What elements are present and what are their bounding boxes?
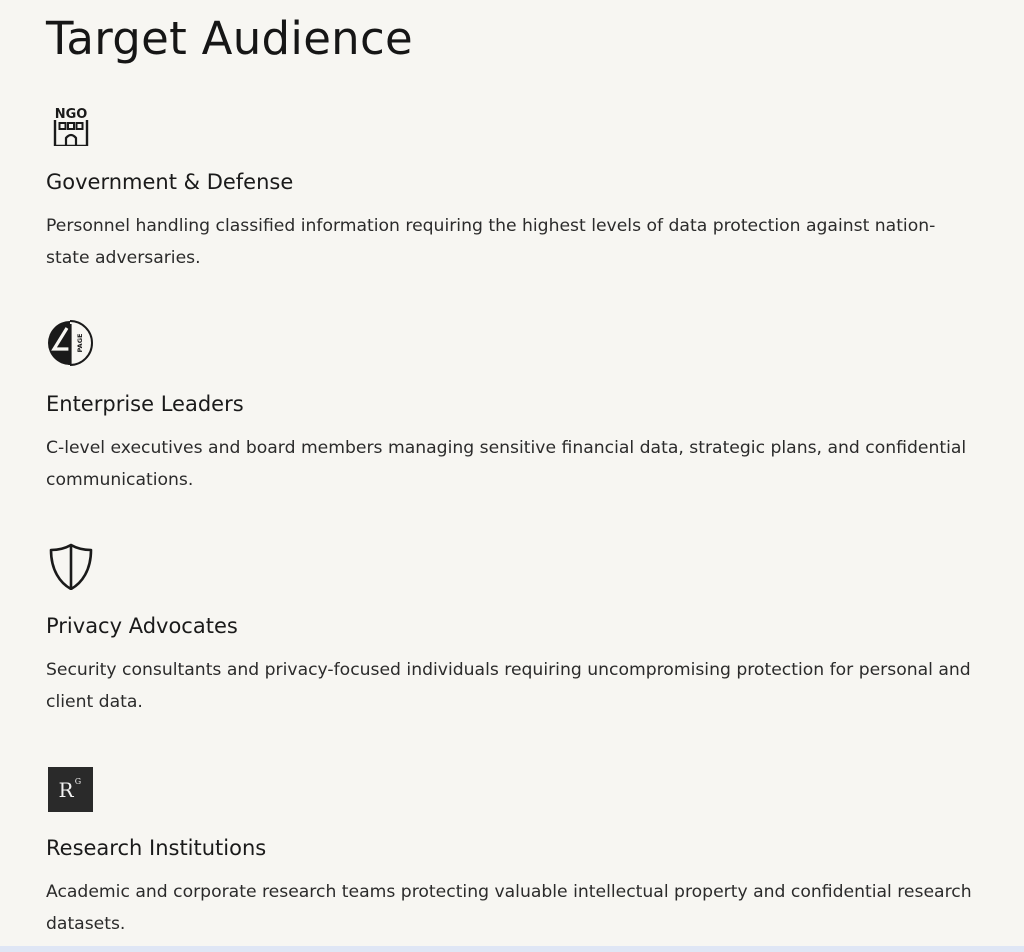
item-heading: Research Institutions xyxy=(46,836,267,860)
item-description: Academic and corporate research teams protecting valuable intellectual property and confidential research datasets. xyxy=(46,882,972,934)
page-title: Target Audience xyxy=(46,12,414,65)
item-description: C-level executives and board members managing sensitive financial data, strategic plans, and confidential communications. xyxy=(46,438,967,490)
shield-icon xyxy=(46,540,96,590)
four-page-icon-text: PAGE xyxy=(76,333,84,353)
item-heading: Privacy Advocates xyxy=(46,614,238,638)
bottom-strip xyxy=(0,946,1024,952)
rg-logo-icon xyxy=(46,762,96,812)
rg-icon-letter: R xyxy=(58,778,74,802)
item-heading: Government & Defense xyxy=(46,170,294,194)
rg-icon-superscript: G xyxy=(74,777,82,786)
item-description: Personnel handling classified information requiring the highest levels of data protection against nation-state adversaries. xyxy=(46,216,936,268)
item-description: Security consultants and privacy-focused individuals requiring uncompromising protection for personal and client data. xyxy=(46,660,971,712)
four-page-logo-icon xyxy=(46,318,96,368)
item-heading: Enterprise Leaders xyxy=(46,392,244,416)
ngo-icon-text: NGO xyxy=(54,107,88,122)
ngo-building-icon xyxy=(46,96,96,146)
